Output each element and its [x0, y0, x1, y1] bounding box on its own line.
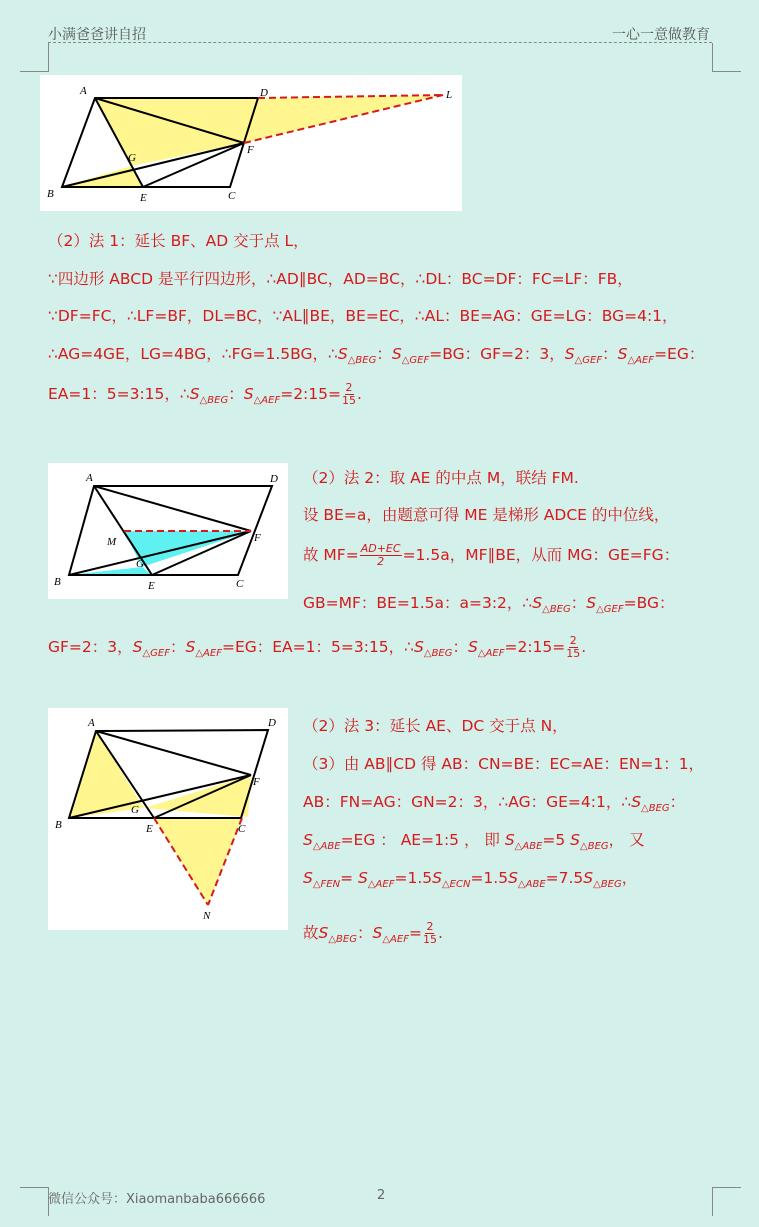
m3-l5-area-aef: $S_{\triangle AEF}$ — [358, 869, 395, 891]
m3-l6-text-a: 故 — [303, 924, 319, 942]
m1-l5-text-a: EA=1：5=3:15，∴ — [48, 385, 190, 403]
m1-l4-area-gef-2: $S_{\triangle GEF}$ — [564, 345, 603, 367]
figure-3-diagram — [48, 708, 288, 930]
footer-wechat: 微信公众号：Xiaomanbaba666666 — [48, 1192, 266, 1207]
m3-l4-area-abe: $S_{\triangle ABE}$ — [303, 831, 341, 853]
m2-l5-area-aef: $S_{\triangle AEF}$ — [185, 638, 222, 660]
fig3-label-a: A — [88, 717, 95, 729]
corner-mark-bottom-right — [712, 1187, 741, 1216]
method1-line4: ∴AG=4GE，LG=4BG，∴FG=1.5BG，$\therefore S_{\triangle BEG}$：$S_{\triangle GEF}=BG$：GF=2：3，$S_{\triangle GEF}$：$S_{\triangle AEF}=EG$： — [48, 345, 705, 367]
m2-l5-area-beg: $S_{\triangle BEG}$ — [414, 638, 453, 660]
m2-l5-text-a: GF=2：3， — [48, 638, 133, 656]
fig2-label-d: D — [270, 473, 278, 485]
m1-fraction: $\frac{2}{15}$ — [342, 381, 356, 407]
fig1-label-e: E — [140, 192, 147, 204]
method3-line3: AB：FN=AG：GN=2：3，∴AG：GE=4:1，$\therefore S_{\triangle BEG}$： — [303, 793, 686, 815]
fig2-label-b: B — [54, 576, 61, 588]
m1-l5-area-aef: $S_{\triangle AEF}$ — [243, 385, 281, 407]
method1-line1: （2）法 1：延长 BF、AD 交于点 L， — [48, 232, 309, 250]
m2-l3-text-b: =1.5a，MF∥BE，从而 MG：GE=FG： — [402, 546, 680, 564]
method2-line5: GF=2：3，$S_{\triangle GEF}$：$S_{\triangle AEF}=EG$：EA=1：5=3:15，$\therefore S_{\triangle BEG}$：$S_{\triangle AEF}=2:15=$ $\frac{2}{15}$ . — [48, 634, 587, 660]
m3-l5-area-beg: $S_{\triangle BEG}$ — [583, 869, 622, 891]
fig1-label-b: B — [47, 188, 54, 200]
figure-2 — [48, 463, 288, 599]
m1-l4-area-beg: $S_{\triangle BEG}$ — [337, 345, 377, 367]
m1-l4-text-b: =BG：GF=2：3， — [429, 345, 565, 363]
fig3-label-b: B — [55, 819, 62, 831]
method2-line2: 设 BE=a，由题意可得 ME 是梯形 ADCE 的中位线， — [303, 506, 670, 524]
corner-mark-top-right — [712, 43, 741, 72]
m3-l4-text-a: =EG ： AE=1:5 ， 即 — [340, 831, 505, 849]
m3-l6-area-beg: $S_{\triangle BEG}$ — [318, 924, 357, 946]
method1-line2: ∵四边形 ABCD 是平行四边形，∴AD∥BC，AD=BC，∴DL：BC=DF：FC=LF：FB， — [48, 270, 633, 288]
fig2-label-m: M — [107, 536, 117, 548]
m2-l5-text-c: =2:15= — [504, 638, 566, 656]
m3-l4-area-beg: $S_{\triangle BEG}$ — [570, 831, 609, 853]
m3-l5-area-ecn: $S_{\triangle ECN}$ — [432, 869, 471, 891]
m3-l4-area-abe-2: $S_{\triangle ABE}$ — [504, 831, 543, 853]
method3-line2: （3）由 AB∥CD 得 AB：CN=BE：EC=AE：EN=1：1， — [303, 755, 705, 773]
m3-fraction: $\frac{2}{15}$ — [422, 920, 437, 946]
m1-l4-text-a: ∴AG=4GE，LG=4BG，∴FG=1.5BG，∴ — [48, 345, 338, 363]
m2-l5-area-gef: $S_{\triangle GEF}$ — [132, 638, 170, 660]
method1-line5: EA=1：5=3:15，$\therefore S_{\triangle BEG}$：$S_{\triangle AEF}=2:15=$ $\frac{2}{15}$ . — [48, 381, 362, 407]
method3-line5 — [303, 859, 637, 904]
m1-l5-text-b: =2:15= — [280, 385, 341, 403]
m3-l5-text-e: ， — [621, 869, 638, 887]
m1-l5-area-beg: $S_{\triangle BEG}$ — [189, 385, 229, 407]
m2-l4-area-gef: $S_{\triangle GEF}$ — [586, 594, 624, 616]
fig3-label-f: F — [253, 776, 260, 788]
fig2-label-c: C — [236, 578, 244, 590]
fig2-label-g: G — [136, 558, 144, 570]
m3-l6-area-aef: $S_{\triangle AEF}$ — [372, 924, 409, 946]
m3-l5-area-fen: $S_{\triangle FEN}$ — [303, 869, 341, 891]
header-divider — [48, 42, 712, 43]
m3-l5-text-c: =1.5 — [470, 869, 509, 887]
fig2-label-a: A — [86, 472, 93, 484]
m1-l4-area-aef: $S_{\triangle AEF}$ — [617, 345, 655, 367]
method1-line3: ∵DF=FC，∴LF=BF，DL=BC，∵AL∥BE，BE=EC，∴AL：BE=AG：GE=LG：BG=4:1， — [48, 307, 678, 325]
figure-2-diagram — [48, 463, 288, 599]
m3-l5-text-d: =7.5 — [545, 869, 584, 887]
figure-1-diagram — [40, 75, 462, 211]
method2-line1: （2）法 2：取 AE 的中点 M，联结 FM. — [303, 469, 579, 487]
m2-l4-text-a: GB=MF：BE=1.5a：a=3:2，∴ — [303, 594, 533, 612]
fig2-label-e: E — [148, 580, 155, 592]
method3-line1: （2）法 3：延长 AE、DC 交于点 N， — [303, 717, 568, 735]
corner-mark-top-left — [20, 43, 49, 72]
figure-3 — [48, 708, 288, 930]
m2-l4-area-beg: $S_{\triangle BEG}$ — [532, 594, 571, 616]
fig3-label-g: G — [131, 804, 139, 816]
m2-fraction-mf: $\frac{AD+EC}{2}$ — [360, 542, 401, 568]
header-left: 小满爸爸讲自招 — [48, 27, 146, 43]
method3-line6: 故$S_{\triangle BEG}$：$S_{\triangle AEF}=$ $\frac{2}{15}$ . — [303, 920, 443, 946]
fig1-label-d: D — [260, 87, 268, 99]
m2-l5-area-aef-2: $S_{\triangle AEF}$ — [468, 638, 505, 660]
fig1-label-l: L — [446, 89, 453, 101]
fig3-label-n: N — [203, 910, 211, 922]
m2-l4-text-b: =BG： — [623, 594, 675, 612]
fig1-label-c: C — [228, 190, 236, 202]
fig3-label-c: C — [238, 823, 246, 835]
method2-line4: GB=MF：BE=1.5a：a=3:2，$\therefore S_{\triangle BEG}$：$S_{\triangle GEF}=BG$： — [303, 594, 675, 616]
figure-1 — [40, 75, 462, 211]
m1-l4-area-gef: $S_{\triangle GEF}$ — [391, 345, 430, 367]
header-right: 一心一意做教育 — [612, 27, 710, 43]
m3-l3-text-a: AB：FN=AG：GN=2：3，∴AG：GE=4:1，∴ — [303, 793, 632, 811]
fig3-label-e: E — [146, 823, 153, 835]
fig1-label-a: A — [80, 85, 87, 97]
m3-l3-area-beg: $S_{\triangle BEG}$ — [631, 793, 670, 815]
fig2-label-f: F — [254, 532, 261, 544]
m3-l5-text-a: = — [340, 869, 359, 887]
page-number: 2 — [377, 1188, 386, 1203]
corner-mark-bottom-left — [20, 1187, 49, 1216]
method2-line3 — [303, 536, 679, 574]
m1-l4-text-c: =EG： — [654, 345, 705, 363]
fig3-label-d: D — [268, 717, 276, 729]
m3-l5-text-b: =1.5 — [394, 869, 433, 887]
m3-l4-text-c: ， 又 — [608, 831, 645, 849]
fig1-label-g: G — [128, 152, 136, 164]
fig1-label-f: F — [247, 144, 254, 156]
m2-l3-text-a: 故 MF= — [303, 546, 359, 564]
m3-l5-area-abe: $S_{\triangle ABE}$ — [508, 869, 546, 891]
m2-l5-text-b: =EG：EA=1：5=3:15，∴ — [221, 638, 415, 656]
m3-l4-text-b: =5 — [542, 831, 571, 849]
m2-fraction: $\frac{2}{15}$ — [566, 634, 581, 660]
